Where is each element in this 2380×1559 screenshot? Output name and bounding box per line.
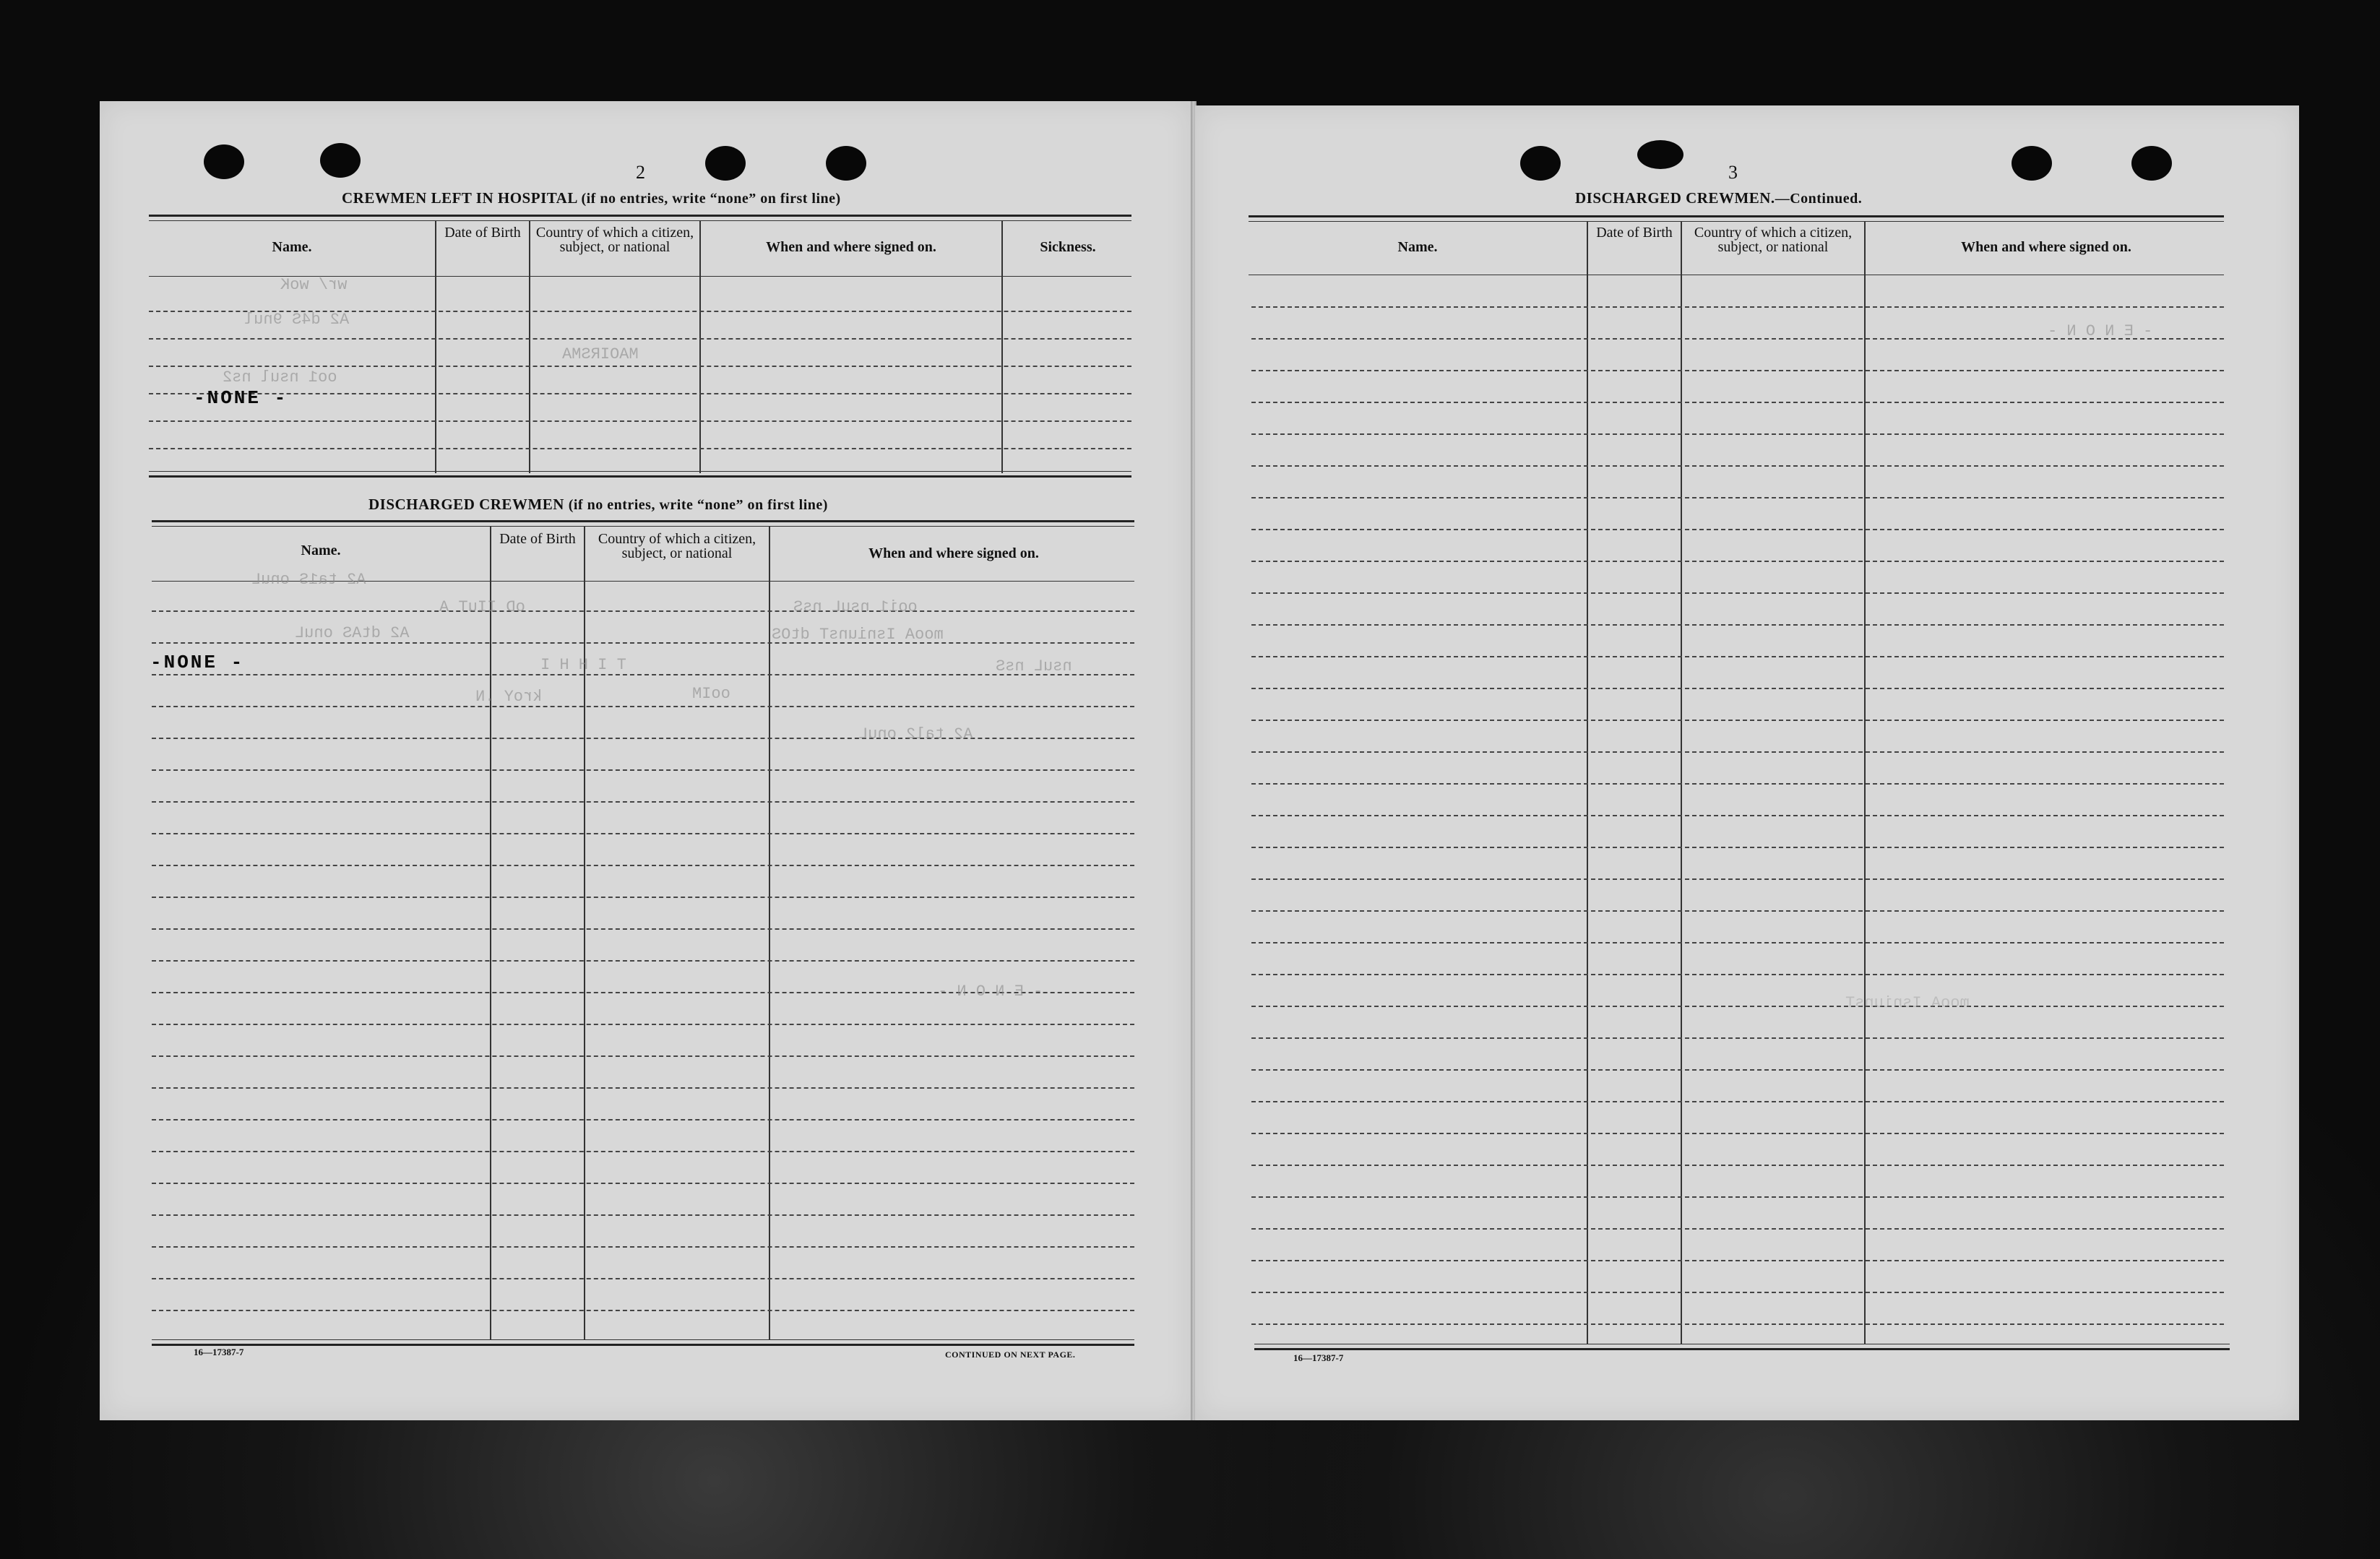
ruled-line [152, 897, 1134, 898]
bleed-through-text: mooA IsniunsT dtOS [772, 626, 944, 644]
ruled-line [149, 338, 1131, 340]
discharged-title-text: DISCHARGED CREWMEN [368, 496, 564, 513]
column-divider [1681, 221, 1682, 1344]
bleed-through-text: ooi1 nsuL nsS [793, 598, 918, 616]
table-bottom-rule [152, 1339, 1134, 1340]
ruled-line [1251, 465, 2224, 467]
punch-hole [705, 146, 746, 181]
punch-hole [1520, 146, 1561, 181]
ruled-line [1251, 751, 2224, 753]
punch-hole [204, 144, 244, 179]
punch-hole [320, 143, 361, 178]
ruled-line [1251, 656, 2224, 657]
ruled-line [152, 1024, 1134, 1025]
form-code: 16—17387-7 [194, 1347, 244, 1357]
ruled-line [1251, 1228, 2224, 1230]
ruled-line [152, 833, 1134, 834]
table-top-rule [149, 220, 1131, 221]
bleed-through-text: wr/ woK [280, 276, 348, 294]
column-divider [769, 526, 770, 1339]
table-bottom-rule [149, 475, 1131, 478]
bleed-through-text: A2 ta1S onuL [251, 571, 366, 589]
ruled-line [152, 642, 1134, 644]
table-top-rule [152, 520, 1134, 522]
hospital-none-entry: -NONE - [194, 387, 288, 409]
punch-hole [826, 146, 866, 181]
bleed-through-text: - E N O N - [938, 983, 1043, 1001]
ruled-line [1251, 1037, 2224, 1039]
column-header-signed-on: When and where signed on. [868, 545, 1039, 561]
column-header-country: Country of which a citizen, subject, or national [535, 225, 694, 255]
ruled-line [1251, 370, 2224, 371]
ruled-line [152, 1214, 1134, 1216]
hospital-title-text: CREWMEN LEFT IN HOSPITAL [342, 189, 577, 207]
left-page [100, 101, 1191, 1420]
page-number: 3 [1728, 162, 1738, 183]
right-page [1195, 105, 2299, 1420]
column-divider [1001, 220, 1003, 473]
bleed-through-text: kroY .N [475, 688, 543, 706]
column-header-country: Country of which a citizen, subject, or national [598, 531, 756, 561]
ruled-line [1251, 1292, 2224, 1293]
column-divider [699, 220, 701, 473]
ruled-line [152, 1310, 1134, 1311]
ruled-line [152, 1183, 1134, 1184]
discharged-none-entry: -NONE - [150, 652, 245, 673]
punch-hole [2131, 146, 2172, 181]
bleed-through-text: - E N O N - [2048, 322, 2153, 340]
column-header-date-of-birth: Date of Birth [499, 531, 576, 547]
column-header-signed-on: When and where signed on. [766, 239, 936, 255]
ruled-line [152, 960, 1134, 962]
ruled-line [1251, 592, 2224, 594]
form-code: 16—17387-7 [1293, 1352, 1344, 1363]
page-number: 2 [636, 162, 645, 183]
ruled-line [1251, 402, 2224, 403]
bleed-through-text: MAOIRSMA [562, 345, 639, 363]
table-bottom-rule [1254, 1348, 2230, 1350]
ruled-line [152, 1278, 1134, 1279]
bleed-through-text: A2 dtAS onuL [295, 624, 410, 642]
column-divider [490, 526, 491, 1339]
continued-note: CONTINUED ON NEXT PAGE. [945, 1349, 1076, 1360]
ruled-line [152, 801, 1134, 803]
ruled-line [149, 448, 1131, 449]
ruled-line [149, 393, 1131, 394]
bleed-through-text: A2 d4S 9nul [244, 311, 350, 329]
punch-hole [1637, 140, 1683, 169]
ruled-line [152, 1119, 1134, 1120]
ruled-line [152, 865, 1134, 866]
column-header-date-of-birth: Date of Birth [444, 225, 521, 241]
column-divider [435, 220, 436, 473]
ruled-line [152, 610, 1134, 612]
ruled-line [1251, 1069, 2224, 1071]
column-divider [529, 220, 530, 473]
column-divider [584, 526, 585, 1339]
ruled-line [152, 1087, 1134, 1089]
column-divider [1864, 221, 1866, 1344]
punch-hole [2012, 146, 2052, 181]
ruled-line [1251, 974, 2224, 975]
ruled-line [1251, 306, 2224, 308]
ruled-line [1251, 847, 2224, 848]
table-top-rule [1249, 221, 2224, 222]
ruled-line [1251, 720, 2224, 721]
hospital-section-title [342, 189, 841, 207]
column-header-sickness: Sickness. [1040, 239, 1096, 255]
ruled-line [1251, 1196, 2224, 1198]
column-header-signed-on: When and where signed on. [1961, 239, 2131, 255]
ruled-line [152, 706, 1134, 707]
ruled-line [1251, 878, 2224, 880]
discharged-continued-title [1575, 189, 1862, 207]
ruled-line [152, 1246, 1134, 1248]
column-header-date-of-birth: Date of Birth [1596, 225, 1673, 241]
bleed-through-text: nsuL nsS [996, 657, 1072, 675]
table-top-rule [149, 215, 1131, 217]
bleed-through-text: mooA IsniunsT [1845, 994, 1970, 1012]
ruled-line [1251, 497, 2224, 498]
ruled-line [152, 738, 1134, 739]
bleed-through-text: A2 tal2 onuL [858, 725, 973, 743]
column-header-name: Name. [301, 543, 341, 558]
column-divider [1587, 221, 1588, 1344]
ruled-line [1251, 910, 2224, 912]
ruled-line [1251, 529, 2224, 530]
ruled-line [1251, 1165, 2224, 1166]
ruled-line [1251, 783, 2224, 785]
ruled-line [152, 928, 1134, 930]
bleed-through-text: oD IIuT A [439, 598, 525, 616]
ruled-line [1251, 1133, 2224, 1134]
discharged-continued-title-text: DISCHARGED CREWMEN. [1575, 189, 1775, 207]
ruled-line [149, 366, 1131, 367]
ruled-line [1251, 688, 2224, 689]
ruled-line [1251, 433, 2224, 435]
ruled-line [1251, 561, 2224, 562]
table-top-rule [1249, 215, 2224, 217]
hospital-title-note: (if no entries, write “none” on first line) [581, 191, 841, 207]
table-bottom-rule [149, 471, 1131, 472]
ruled-line [1251, 624, 2224, 626]
ruled-line [152, 674, 1134, 675]
ruled-line [1251, 1006, 2224, 1007]
discharged-continued-suffix: —Continued. [1775, 191, 1863, 207]
ruled-line [149, 420, 1131, 422]
ruled-line [1251, 942, 2224, 943]
ruled-line [152, 1151, 1134, 1152]
ruled-line [1251, 1260, 2224, 1261]
discharged-title-note: (if no entries, write “none” on first line) [568, 497, 828, 513]
ruled-line [1251, 1323, 2224, 1325]
bleed-through-text: oo1 nsul ns2 [223, 368, 337, 386]
ruled-line [152, 1055, 1134, 1057]
table-top-rule [152, 526, 1134, 527]
column-header-country: Country of which a citizen, subject, or national [1694, 225, 1853, 255]
ruled-line [1251, 1101, 2224, 1102]
column-header-name: Name. [1397, 239, 1438, 255]
ruled-line [1251, 815, 2224, 816]
ruled-line [152, 769, 1134, 771]
table-bottom-rule [152, 1344, 1134, 1346]
discharged-section-title [368, 496, 828, 514]
bleed-through-text: T I H H I [540, 656, 626, 674]
column-header-name: Name. [272, 239, 312, 255]
bleed-through-text: ooIM [692, 685, 730, 703]
